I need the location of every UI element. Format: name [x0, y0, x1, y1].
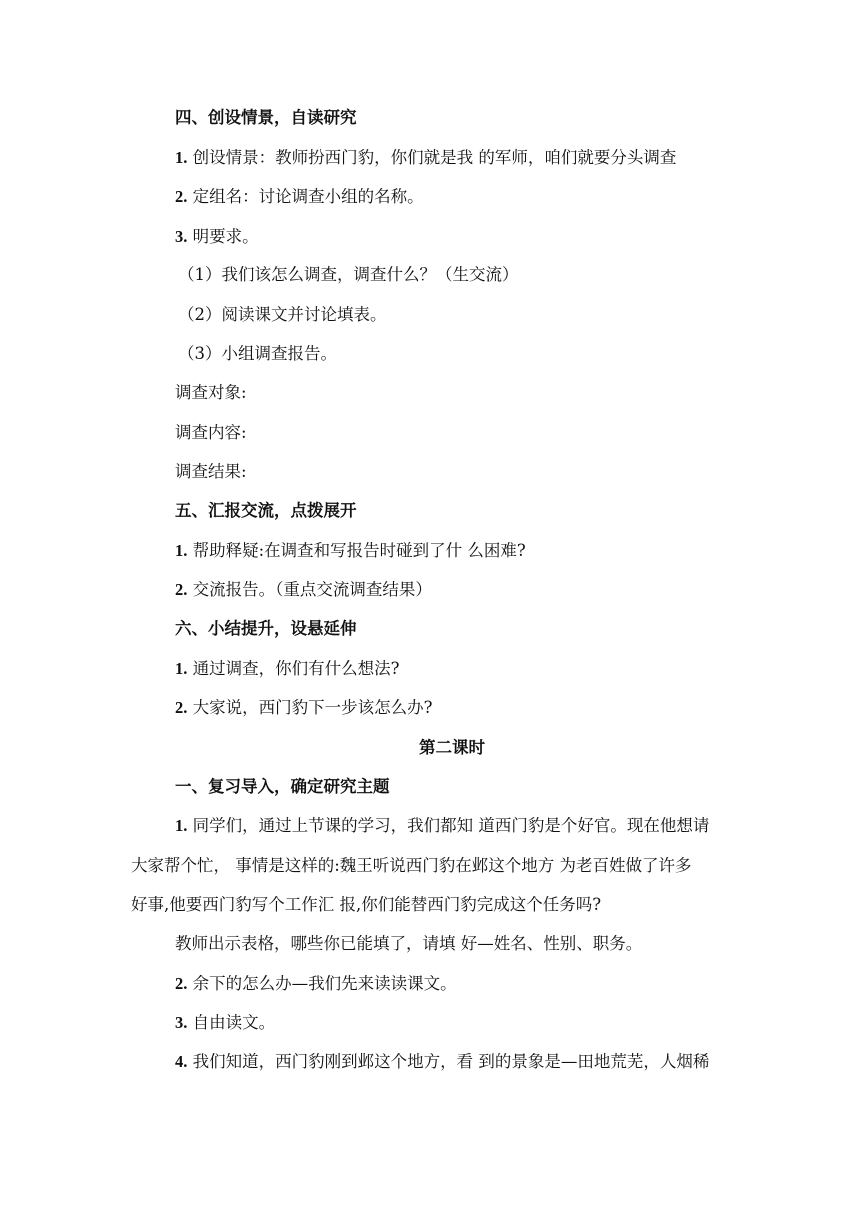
section-5-item-2	[175, 580, 432, 600]
paragraph-1-line-3: 好事,他要西门豹写个工作汇 报,你们能替西门豹完成这个任务吗?	[131, 895, 602, 914]
item-number: 2.	[175, 580, 188, 599]
paragraph-1-line-1	[175, 816, 709, 836]
item-text: 明要求。	[192, 227, 259, 246]
sub-item-3: （3）小组调查报告。	[178, 344, 337, 363]
paragraph-2: 教师出示表格，哪些你已能填了，请填 好—姓名、性别、职务。	[175, 934, 643, 953]
section-5-heading: 五、汇报交流，点拨展开	[175, 501, 357, 520]
field-survey-target: 调查对象:	[175, 383, 247, 402]
sub-item-1: （1）我们该怎么调查，调查什么？（生交流）	[178, 265, 519, 284]
item-text: 通过调查，你们有什么想法?	[192, 659, 400, 678]
item-number: 1.	[175, 659, 188, 678]
field-survey-result: 调查结果:	[175, 462, 247, 481]
item-number: 3.	[175, 1013, 188, 1032]
section-4-item-3	[175, 227, 259, 247]
item-text: 大家说，西门豹下一步该怎么办?	[192, 698, 433, 717]
lesson-2-item-3	[175, 1013, 275, 1033]
section-4-item-1	[175, 148, 676, 168]
item-number: 1.	[175, 816, 188, 835]
item-text: 帮助释疑:在调查和写报告时碰到了什 么困难?	[192, 541, 526, 560]
section-5-item-1	[175, 541, 526, 561]
lesson-2-title: 第二课时	[419, 738, 485, 757]
item-number: 1.	[175, 148, 188, 167]
lesson-2-heading: 一、复习导入，确定研究主题	[175, 777, 390, 796]
item-text: 定组名：讨论调查小组的名称。	[192, 187, 424, 206]
section-6-item-1	[175, 659, 399, 679]
sub-item-2: （2）阅读课文并讨论填表。	[178, 305, 387, 324]
section-4-item-2	[175, 187, 424, 207]
item-number: 2.	[175, 187, 188, 206]
lesson-2-item-4	[175, 1052, 709, 1072]
item-text: 我们知道，西门豹刚到邺这个地方，看 到的景象是—田地荒芜，人烟稀	[192, 1052, 710, 1071]
item-text: 余下的怎么办—我们先来读读课文。	[192, 974, 457, 993]
item-number: 4.	[175, 1052, 188, 1071]
paragraph-1-line-2: 大家帮个忙， 事情是这样的:魏王听说西门豹在邺这个地方 为老百姓做了许多	[131, 856, 692, 875]
item-number: 3.	[175, 227, 188, 246]
item-number: 2.	[175, 698, 188, 717]
section-4-heading: 四、创设情景，自读研究	[175, 108, 357, 127]
field-survey-content: 调查内容:	[175, 423, 247, 442]
item-number: 2.	[175, 974, 188, 993]
item-text: 交流报告。（重点交流调查结果）	[192, 580, 432, 599]
item-number: 1.	[175, 541, 188, 560]
item-text: 创设情景：教师扮西门豹，你们就是我 的军师，咱们就要分头调查	[192, 148, 677, 167]
section-6-item-2	[175, 698, 432, 718]
section-6-heading: 六、小结提升，设悬延伸	[175, 619, 357, 638]
paragraph-text: 同学们，通过上节课的学习，我们都知 道西门豹是个好官。现在他想请	[192, 816, 710, 835]
lesson-2-item-2	[175, 974, 457, 994]
item-text: 自由读文。	[192, 1013, 276, 1032]
